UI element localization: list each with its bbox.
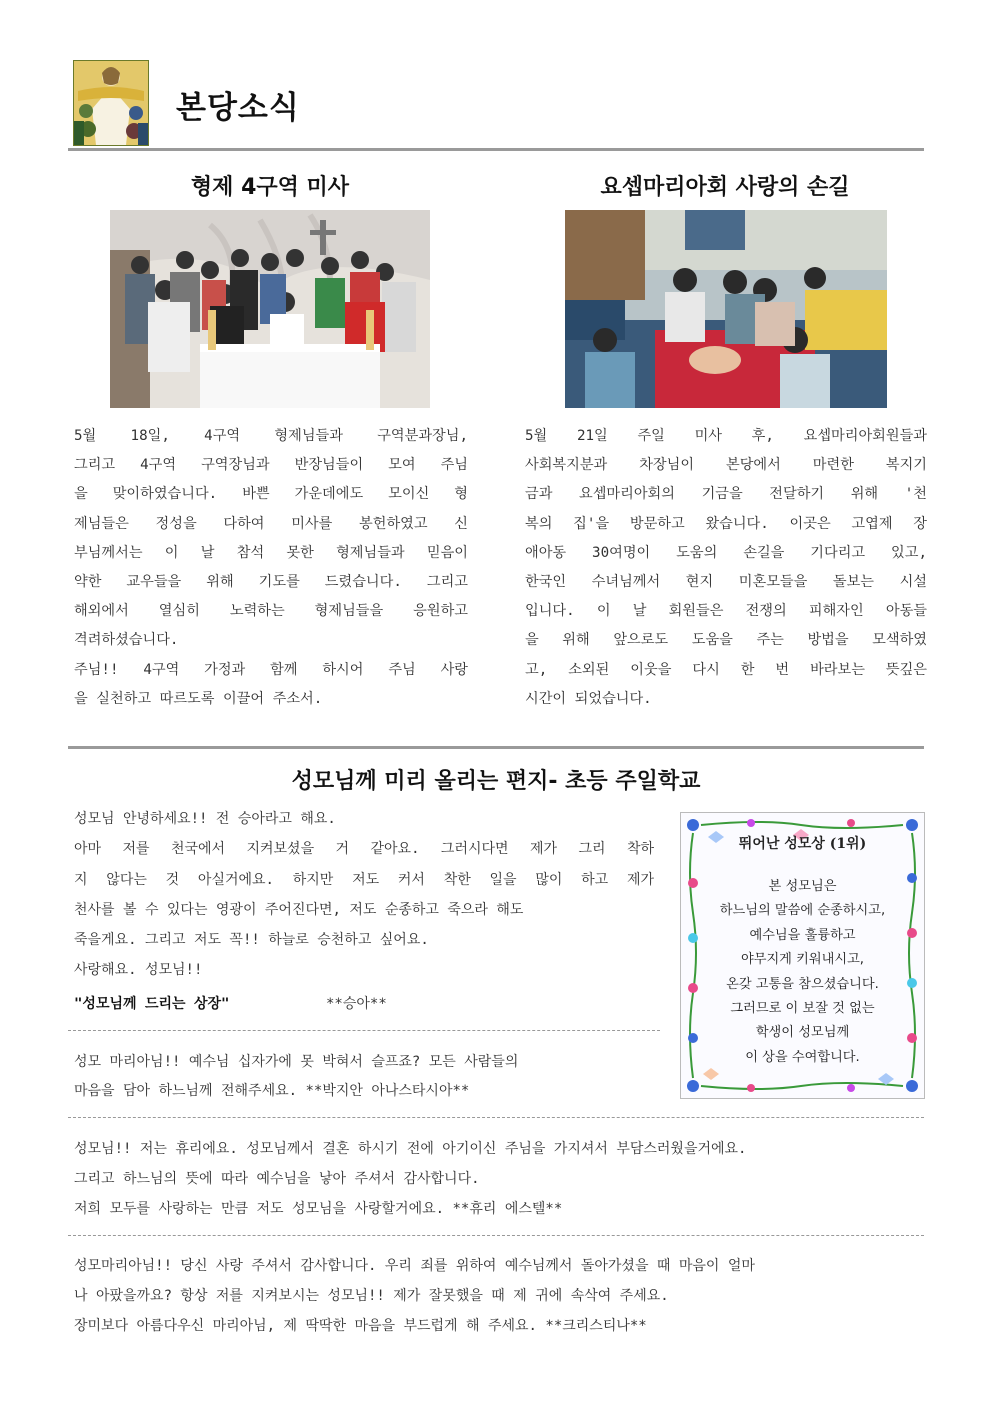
tilde-separator	[68, 1235, 924, 1236]
text-line: 제님들은 정성을 다하여 미사를 봉헌하였고 신	[74, 515, 468, 532]
text-line: 한국인 수녀님께서 현지 미혼모들을 돌보는 시설	[525, 574, 927, 591]
text-line: 장미보다 아름다우신 마리아님, 제 딱딱한 마음을 부드럽게 해 주세요. **크리스티나**	[74, 1318, 647, 1334]
right-article-title: 요셉마리아회 사랑의 손길	[600, 175, 850, 200]
signature: **승아**	[326, 996, 387, 1012]
right-article-photo	[565, 210, 887, 408]
award-line: 온갖 고통을 참으셨습니다.	[726, 976, 879, 992]
text-line: 주님!! 4구역 가정과 함께 하시어 주님 사랑	[74, 661, 468, 678]
text-line: 성모마리아님!! 당신 사랑 주셔서 감사합니다. 우리 죄를 위하여 예수님께서 돌아가셨을 때 마음이 얼마	[74, 1258, 755, 1274]
text-line: 그리고 하느님의 뜻에 따라 예수님을 낳아 주셔서 감사합니다.	[74, 1171, 480, 1187]
text-line: 성모님 안녕하세요!! 전 승아라고 해요.	[74, 811, 336, 827]
award-heading: "성모님께 드리는 상장"	[74, 996, 230, 1012]
text-line: 을 위해 앞으로도 도움을 주는 방법을 모색하였	[525, 632, 927, 649]
text-line: 애아동 30여명이 도움의 손길을 기다리고 있고,	[525, 544, 927, 561]
text-line: 천사를 볼 수 있다는 영광이 주어진다면, 저도 순종하고 죽으라 해도	[74, 902, 524, 918]
award-certificate	[680, 812, 925, 1099]
award-line: 야무지게 키워내시고,	[740, 952, 865, 968]
award-line: 본 성모님은	[768, 879, 837, 894]
award-line: 그러므로 이 보잘 것 없는	[730, 1001, 875, 1017]
text-line: 성모 마리아님!! 예수님 십자가에 못 박혀서 슬프죠? 모든 사람들의	[74, 1054, 519, 1070]
text-line: 마음을 담아 하느님께 전해주세요. **박지안 아나스타시아**	[74, 1083, 470, 1099]
text-line: 입니다. 이 날 회원들은 전쟁의 피해자인 아동들	[525, 603, 927, 620]
church-logo-image	[73, 60, 149, 146]
header-divider	[68, 148, 924, 151]
award-line: 예수님을 훌륭하고	[749, 927, 856, 943]
text-line: 부님께서는 이 날 참석 못한 형제님들과 믿음이	[74, 544, 468, 561]
award-text	[695, 875, 910, 1070]
tilde-separator	[68, 1117, 924, 1118]
left-article-body	[74, 422, 468, 714]
award-title: 뛰어난 성모상 (1위)	[738, 836, 867, 852]
text-line: 그리고 4구역 구역장님과 반장님들이 모여 주님	[74, 457, 468, 474]
text-line: 죽을게요. 그리고 저도 꼭!! 하늘로 승천하고 싶어요.	[74, 932, 429, 948]
text-line: 약한 교우들을 위해 기도를 드렸습니다. 그리고	[74, 574, 468, 591]
text-line: 지 않다는 것 아실거에요. 하지만 저도 커서 착한 일을 많이 하고 제가	[74, 872, 654, 888]
right-article-body	[525, 422, 927, 714]
text-line: 사랑해요. 성모님!!	[74, 962, 203, 978]
tilde-separator	[68, 1030, 660, 1031]
award-line: 하느님의 말씀에 순종하시고,	[719, 903, 886, 919]
text-line: 5월 21일 주일 미사 후, 요셉마리아회원들과	[525, 428, 927, 444]
text-line: 고, 소외된 이웃을 다시 한 번 바라보는 뜻깊은	[525, 661, 927, 678]
text-line: 성모님!! 저는 휴리에요. 성모님께서 결혼 하시기 전에 아기이신 주님을 가지셔서 부담스러웠을거에요.	[74, 1141, 747, 1157]
letters-title: 성모님께 미리 올리는 편지- 초등 주일학교	[291, 769, 701, 794]
section-divider	[68, 746, 924, 749]
text-line: 금과 요셉마리아회의 기금을 전달하기 위해 '천	[525, 486, 927, 503]
text-line: 5월 18일, 4구역 형제님들과 구역분과장님,	[74, 428, 468, 444]
award-line: 학생이 성모님께	[755, 1025, 850, 1041]
text-line: 해외에서 열심히 노력하는 형제님들을 응원하고	[74, 603, 468, 620]
text-line: 을 실천하고 따르도록 이끌어 주소서.	[74, 690, 323, 707]
text-line: 을 맞이하였습니다. 바쁜 가운데에도 모이신 형	[74, 486, 468, 503]
text-line: 격려하셨습니다.	[74, 632, 179, 649]
left-article-title: 형제 4구역 미사	[190, 175, 350, 200]
text-line: 아마 저를 천국에서 지켜보셨을 거 같아요. 그러시다면 제가 그리 착하	[74, 841, 654, 857]
left-article-photo	[110, 210, 430, 408]
award-line: 이 상을 수여합니다.	[745, 1049, 860, 1065]
text-line: 시간이 되었습니다.	[525, 690, 652, 707]
text-line: 나 아팠을까요? 항상 저를 지켜보시는 성모님!! 제가 잘못했을 때 제 귀에 속삭여 주세요.	[74, 1288, 669, 1304]
page-title: 본당소식	[176, 90, 300, 126]
text-line: 사회복지분과 차장님이 본당에서 마련한 복지기	[525, 457, 927, 474]
text-line: 저희 모두를 사랑하는 만큼 저도 성모님을 사랑할거에요. **휴리 에스텔**	[74, 1201, 563, 1217]
text-line: 복의 집'을 방문하고 왔습니다. 이곳은 고엽제 장	[525, 515, 927, 532]
